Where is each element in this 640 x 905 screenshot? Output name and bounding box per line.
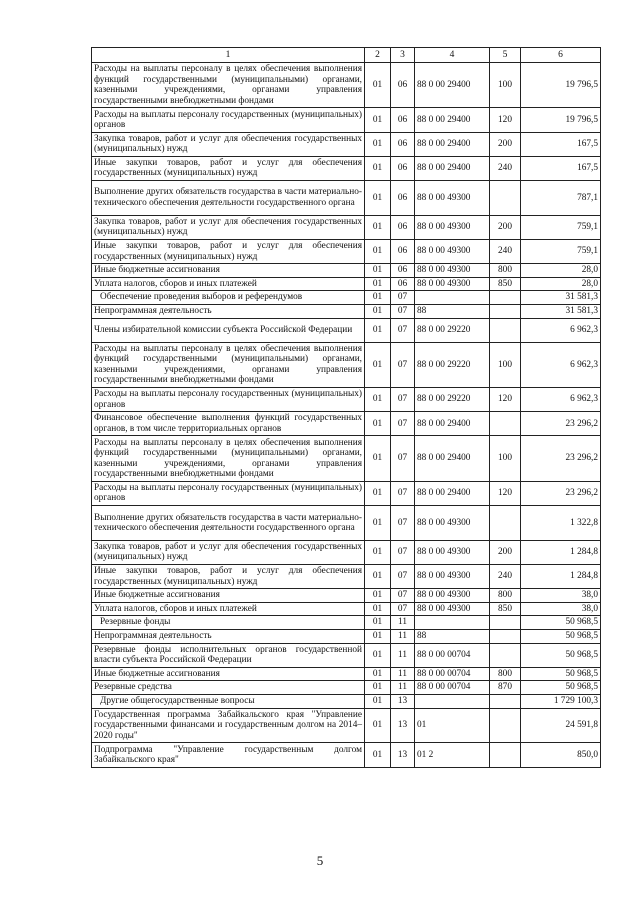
row-section: 01 bbox=[365, 239, 391, 263]
row-subsection: 07 bbox=[391, 318, 415, 342]
row-amount: 50 968,5 bbox=[521, 643, 601, 667]
row-name: Резервные фонды bbox=[92, 616, 365, 630]
row-section: 01 bbox=[365, 132, 391, 156]
row-amount: 50 968,5 bbox=[521, 616, 601, 630]
row-expense-type: 100 bbox=[490, 436, 521, 481]
table-row bbox=[92, 565, 601, 589]
row-expense-type bbox=[490, 291, 521, 305]
table-row bbox=[92, 694, 601, 708]
header-col-3: 3 bbox=[391, 48, 415, 63]
row-name: Иные бюджетные ассигнования bbox=[92, 264, 365, 278]
row-expense-type bbox=[490, 180, 521, 215]
row-subsection: 11 bbox=[391, 667, 415, 681]
row-name: Непрограммная деятельность bbox=[92, 304, 365, 318]
row-target-article: 88 0 00 29400 bbox=[415, 63, 490, 108]
budget-table bbox=[91, 47, 601, 768]
row-amount: 23 296,2 bbox=[521, 481, 601, 505]
row-section: 01 bbox=[365, 304, 391, 318]
row-name: Иные закупки товаров, работ и услуг для обеспечения государственных (муниципальных) нужд bbox=[92, 565, 365, 589]
row-expense-type bbox=[490, 643, 521, 667]
row-subsection: 07 bbox=[391, 412, 415, 436]
row-expense-type: 200 bbox=[490, 215, 521, 239]
row-section: 01 bbox=[365, 589, 391, 603]
row-target-article: 88 0 00 49300 bbox=[415, 180, 490, 215]
header-col-4: 4 bbox=[415, 48, 490, 63]
row-section: 01 bbox=[365, 342, 391, 387]
row-amount: 6 962,3 bbox=[521, 318, 601, 342]
row-name: Уплата налогов, сборов и иных платежей bbox=[92, 277, 365, 291]
row-subsection: 06 bbox=[391, 156, 415, 180]
row-section: 01 bbox=[365, 506, 391, 541]
row-name: Иные закупки товаров, работ и услуг для обеспечения государственных (муниципальных) нужд bbox=[92, 156, 365, 180]
table-row bbox=[92, 616, 601, 630]
table-row bbox=[92, 436, 601, 481]
row-amount: 1 322,8 bbox=[521, 506, 601, 541]
row-section: 01 bbox=[365, 602, 391, 616]
row-target-article: 88 0 00 49300 bbox=[415, 589, 490, 603]
row-expense-type: 240 bbox=[490, 156, 521, 180]
row-target-article: 88 0 00 29220 bbox=[415, 388, 490, 412]
row-name: Непрограммная деятельность bbox=[92, 629, 365, 643]
row-target-article bbox=[415, 694, 490, 708]
row-subsection: 13 bbox=[391, 708, 415, 743]
row-amount: 31 581,3 bbox=[521, 291, 601, 305]
row-subsection: 07 bbox=[391, 540, 415, 564]
row-target-article: 88 0 00 00704 bbox=[415, 667, 490, 681]
header-col-2: 2 bbox=[365, 48, 391, 63]
row-expense-type bbox=[490, 708, 521, 743]
table-row bbox=[92, 388, 601, 412]
row-name: Закупка товаров, работ и услуг для обеспечения государственных (муниципальных) нужд bbox=[92, 215, 365, 239]
row-section: 01 bbox=[365, 108, 391, 132]
row-amount: 28,0 bbox=[521, 277, 601, 291]
row-expense-type bbox=[490, 694, 521, 708]
row-amount: 167,5 bbox=[521, 132, 601, 156]
row-subsection: 06 bbox=[391, 108, 415, 132]
row-section: 01 bbox=[365, 694, 391, 708]
row-target-article: 88 0 00 29220 bbox=[415, 318, 490, 342]
row-section: 01 bbox=[365, 291, 391, 305]
row-amount: 50 968,5 bbox=[521, 681, 601, 695]
table-row bbox=[92, 540, 601, 564]
row-section: 01 bbox=[365, 643, 391, 667]
row-target-article: 88 bbox=[415, 629, 490, 643]
row-subsection: 11 bbox=[391, 681, 415, 695]
row-target-article: 01 bbox=[415, 708, 490, 743]
row-subsection: 06 bbox=[391, 63, 415, 108]
table-row bbox=[92, 629, 601, 643]
row-subsection: 06 bbox=[391, 277, 415, 291]
row-expense-type bbox=[490, 743, 521, 767]
row-amount: 38,0 bbox=[521, 589, 601, 603]
row-target-article: 88 0 00 29400 bbox=[415, 108, 490, 132]
row-name: Выполнение других обязательств государства в части материально-технического обеспечения деятельности государственного органа bbox=[92, 506, 365, 541]
row-section: 01 bbox=[365, 63, 391, 108]
page-number: 5 bbox=[316, 853, 324, 868]
row-name: Уплата налогов, сборов и иных платежей bbox=[92, 602, 365, 616]
row-name: Иные закупки товаров, работ и услуг для обеспечения государственных (муниципальных) нужд bbox=[92, 239, 365, 263]
row-subsection: 07 bbox=[391, 602, 415, 616]
table-row bbox=[92, 277, 601, 291]
row-target-article bbox=[415, 616, 490, 630]
row-subsection: 07 bbox=[391, 291, 415, 305]
table-row bbox=[92, 156, 601, 180]
row-amount: 50 968,5 bbox=[521, 667, 601, 681]
row-target-article: 88 0 00 49300 bbox=[415, 540, 490, 564]
row-amount: 24 591,8 bbox=[521, 708, 601, 743]
table-row bbox=[92, 506, 601, 541]
row-target-article bbox=[415, 291, 490, 305]
table-row bbox=[92, 643, 601, 667]
row-amount: 1 284,8 bbox=[521, 565, 601, 589]
row-target-article: 88 0 00 49300 bbox=[415, 506, 490, 541]
row-expense-type: 240 bbox=[490, 565, 521, 589]
row-target-article: 88 0 00 29400 bbox=[415, 481, 490, 505]
row-name: Подпрограмма "Управление государственным долгом Забайкальского края" bbox=[92, 743, 365, 767]
table-row bbox=[92, 215, 601, 239]
row-amount: 19 796,5 bbox=[521, 108, 601, 132]
row-amount: 50 968,5 bbox=[521, 629, 601, 643]
row-expense-type bbox=[490, 304, 521, 318]
row-amount: 23 296,2 bbox=[521, 436, 601, 481]
row-name: Расходы на выплаты персоналу государственных (муниципальных) органов bbox=[92, 481, 365, 505]
row-expense-type bbox=[490, 629, 521, 643]
table-row bbox=[92, 318, 601, 342]
row-amount: 23 296,2 bbox=[521, 412, 601, 436]
row-name: Государственная программа Забайкальского края "Управление государственными финансами и государственным долгом на 2014–2020 годы" bbox=[92, 708, 365, 743]
row-subsection: 11 bbox=[391, 616, 415, 630]
row-section: 01 bbox=[365, 667, 391, 681]
row-amount: 1 284,8 bbox=[521, 540, 601, 564]
row-section: 01 bbox=[365, 629, 391, 643]
row-name: Финансовое обеспечение выполнения функций государственных органов, в том числе территориальных органов bbox=[92, 412, 365, 436]
row-expense-type: 100 bbox=[490, 342, 521, 387]
row-section: 01 bbox=[365, 215, 391, 239]
header-row bbox=[92, 48, 601, 63]
row-subsection: 06 bbox=[391, 239, 415, 263]
table-row bbox=[92, 412, 601, 436]
row-name: Расходы на выплаты персоналу в целях обеспечения выполнения функций государственными (муниципальными) органами, казенными учреждениями, органами управления государственными внебюджетными фондами bbox=[92, 436, 365, 481]
table-row bbox=[92, 291, 601, 305]
row-subsection: 07 bbox=[391, 304, 415, 318]
row-subsection: 13 bbox=[391, 694, 415, 708]
table-row bbox=[92, 481, 601, 505]
row-target-article: 88 0 00 49300 bbox=[415, 264, 490, 278]
row-section: 01 bbox=[365, 264, 391, 278]
row-target-article: 88 0 00 00704 bbox=[415, 681, 490, 695]
row-name: Закупка товаров, работ и услуг для обеспечения государственных (муниципальных) нужд bbox=[92, 540, 365, 564]
table-row bbox=[92, 589, 601, 603]
row-target-article: 88 0 00 29400 bbox=[415, 436, 490, 481]
row-subsection: 07 bbox=[391, 589, 415, 603]
row-subsection: 07 bbox=[391, 388, 415, 412]
table-row bbox=[92, 743, 601, 767]
row-amount: 38,0 bbox=[521, 602, 601, 616]
row-subsection: 07 bbox=[391, 565, 415, 589]
row-target-article: 88 0 00 29220 bbox=[415, 342, 490, 387]
row-target-article: 88 0 00 29400 bbox=[415, 132, 490, 156]
header-col-5: 5 bbox=[490, 48, 521, 63]
row-expense-type: 800 bbox=[490, 264, 521, 278]
row-name: Иные бюджетные ассигнования bbox=[92, 667, 365, 681]
row-name: Резервные фонды исполнительных органов государственной власти субъекта Российской Федерации bbox=[92, 643, 365, 667]
table-row bbox=[92, 264, 601, 278]
row-section: 01 bbox=[365, 481, 391, 505]
row-expense-type: 120 bbox=[490, 481, 521, 505]
row-amount: 850,0 bbox=[521, 743, 601, 767]
row-target-article: 88 bbox=[415, 304, 490, 318]
row-target-article: 88 0 00 49300 bbox=[415, 277, 490, 291]
row-expense-type bbox=[490, 318, 521, 342]
table-row bbox=[92, 63, 601, 108]
row-expense-type: 850 bbox=[490, 602, 521, 616]
row-amount: 759,1 bbox=[521, 239, 601, 263]
row-section: 01 bbox=[365, 277, 391, 291]
row-section: 01 bbox=[365, 681, 391, 695]
row-section: 01 bbox=[365, 180, 391, 215]
row-expense-type: 120 bbox=[490, 108, 521, 132]
row-target-article: 88 0 00 49300 bbox=[415, 602, 490, 616]
row-expense-type: 240 bbox=[490, 239, 521, 263]
row-target-article: 88 0 00 49300 bbox=[415, 565, 490, 589]
table-row bbox=[92, 132, 601, 156]
row-amount: 6 962,3 bbox=[521, 388, 601, 412]
row-subsection: 07 bbox=[391, 342, 415, 387]
row-section: 01 bbox=[365, 743, 391, 767]
row-expense-type: 870 bbox=[490, 681, 521, 695]
row-subsection: 06 bbox=[391, 132, 415, 156]
header-col-1: 1 bbox=[92, 48, 365, 63]
row-amount: 167,5 bbox=[521, 156, 601, 180]
row-name: Расходы на выплаты персоналу государственных (муниципальных) органов bbox=[92, 108, 365, 132]
table-body bbox=[92, 63, 601, 768]
row-section: 01 bbox=[365, 156, 391, 180]
row-target-article: 88 0 00 49300 bbox=[415, 239, 490, 263]
row-target-article: 88 0 00 49300 bbox=[415, 215, 490, 239]
row-subsection: 11 bbox=[391, 629, 415, 643]
row-section: 01 bbox=[365, 540, 391, 564]
table-row bbox=[92, 667, 601, 681]
row-name: Закупка товаров, работ и услуг для обеспечения государственных (муниципальных) нужд bbox=[92, 132, 365, 156]
table-row bbox=[92, 681, 601, 695]
table-row bbox=[92, 239, 601, 263]
row-amount: 787,1 bbox=[521, 180, 601, 215]
row-section: 01 bbox=[365, 412, 391, 436]
row-expense-type bbox=[490, 506, 521, 541]
row-name: Выполнение других обязательств государства в части материально-технического обеспечения деятельности государственного органа bbox=[92, 180, 365, 215]
row-amount: 1 729 100,3 bbox=[521, 694, 601, 708]
row-name: Иные бюджетные ассигнования bbox=[92, 589, 365, 603]
row-expense-type bbox=[490, 616, 521, 630]
row-name: Расходы на выплаты персоналу в целях обеспечения выполнения функций государственными (муниципальными) органами, казенными учреждениями, органами управления государственными внебюджетными фондами bbox=[92, 63, 365, 108]
row-subsection: 06 bbox=[391, 180, 415, 215]
row-expense-type: 200 bbox=[490, 540, 521, 564]
row-name: Резервные средства bbox=[92, 681, 365, 695]
row-subsection: 07 bbox=[391, 436, 415, 481]
row-name: Другие общегосударственные вопросы bbox=[92, 694, 365, 708]
table-row bbox=[92, 342, 601, 387]
row-expense-type: 850 bbox=[490, 277, 521, 291]
row-subsection: 11 bbox=[391, 643, 415, 667]
row-subsection: 06 bbox=[391, 264, 415, 278]
row-name: Расходы на выплаты персоналу государственных (муниципальных) органов bbox=[92, 388, 365, 412]
table-row bbox=[92, 304, 601, 318]
row-expense-type bbox=[490, 412, 521, 436]
row-name: Расходы на выплаты персоналу в целях обеспечения выполнения функций государственными (муниципальными) органами, казенными учреждениями, органами управления государственными внебюджетными фондами bbox=[92, 342, 365, 387]
row-expense-type: 100 bbox=[490, 63, 521, 108]
row-target-article: 88 0 00 00704 bbox=[415, 643, 490, 667]
row-subsection: 07 bbox=[391, 481, 415, 505]
row-subsection: 13 bbox=[391, 743, 415, 767]
row-subsection: 07 bbox=[391, 506, 415, 541]
row-section: 01 bbox=[365, 616, 391, 630]
row-target-article: 88 0 00 29400 bbox=[415, 412, 490, 436]
table-row bbox=[92, 708, 601, 743]
row-expense-type: 120 bbox=[490, 388, 521, 412]
row-section: 01 bbox=[365, 708, 391, 743]
row-section: 01 bbox=[365, 388, 391, 412]
row-name: Обеспечение проведения выборов и референдумов bbox=[92, 291, 365, 305]
row-section: 01 bbox=[365, 318, 391, 342]
row-target-article: 01 2 bbox=[415, 743, 490, 767]
row-section: 01 bbox=[365, 436, 391, 481]
row-amount: 19 796,5 bbox=[521, 63, 601, 108]
row-subsection: 06 bbox=[391, 215, 415, 239]
table-row bbox=[92, 180, 601, 215]
row-amount: 28,0 bbox=[521, 264, 601, 278]
row-expense-type: 200 bbox=[490, 132, 521, 156]
row-amount: 31 581,3 bbox=[521, 304, 601, 318]
row-amount: 6 962,3 bbox=[521, 342, 601, 387]
table-row bbox=[92, 602, 601, 616]
header-col-6: 6 bbox=[521, 48, 601, 63]
row-section: 01 bbox=[365, 565, 391, 589]
row-expense-type: 800 bbox=[490, 589, 521, 603]
table-row bbox=[92, 108, 601, 132]
row-target-article: 88 0 00 29400 bbox=[415, 156, 490, 180]
row-expense-type: 800 bbox=[490, 667, 521, 681]
row-name: Члены избирательной комиссии субъекта Российской Федерации bbox=[92, 318, 365, 342]
row-amount: 759,1 bbox=[521, 215, 601, 239]
